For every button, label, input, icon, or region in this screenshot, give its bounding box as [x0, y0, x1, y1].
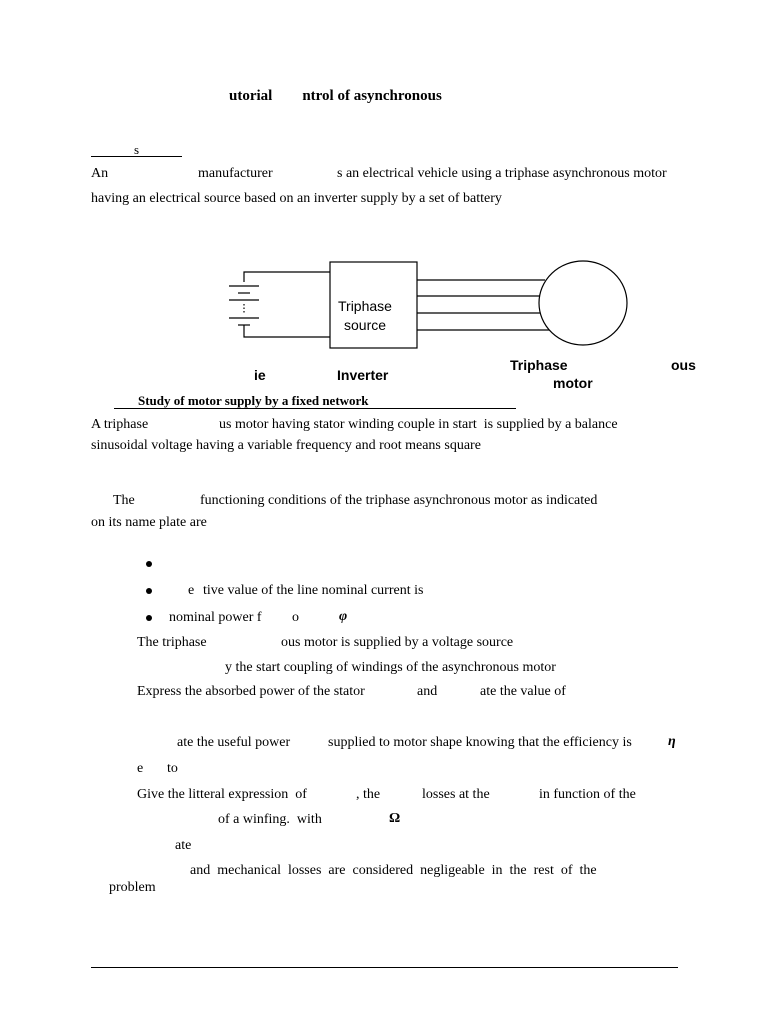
q9-continuation: problem — [109, 880, 156, 895]
q1-b: ous motor is supplied by a voltage source — [281, 635, 514, 650]
q3-b: and — [417, 684, 438, 699]
q4-eta: η — [668, 734, 676, 749]
q5-b: to — [167, 761, 178, 776]
motor-label-line2: motor — [553, 375, 593, 391]
s2-p1-a-triphase: A triphase — [91, 417, 149, 432]
battery-label: ie — [254, 367, 266, 383]
s2-p1-line2: sinusoidal voltage having a variable frequency and root means square — [91, 438, 481, 453]
q3-a: Express the absorbed power of the stator — [137, 684, 365, 699]
section-2-heading-underline — [114, 408, 516, 409]
list-item-3-phi: φ — [339, 609, 348, 624]
q6-d: in function of the — [539, 787, 636, 802]
q8: ate — [175, 838, 192, 853]
section-1-heading: s — [134, 142, 140, 157]
list-item-2-text: tive value of the line nominal current is — [203, 583, 424, 598]
q4-b: supplied to motor shape knowing that the efficiency is — [328, 735, 632, 750]
inverter-label: Inverter — [337, 367, 389, 383]
q6-b: , the — [356, 787, 381, 802]
motor-label-line1: Triphase — [510, 357, 568, 373]
intro-text-an: An — [91, 166, 109, 181]
q7-omega: Ω — [389, 811, 401, 826]
s2-p2-line1: functioning conditions of the triphase asynchronous motor as indicated — [200, 493, 598, 508]
q9: and mechanical losses are considered negligeable in the rest of the — [190, 863, 597, 878]
list-bullet-1 — [146, 561, 152, 567]
q1-a: The triphase — [137, 635, 207, 650]
q4-a: ate the useful power — [177, 735, 291, 750]
q6-c: losses at the — [422, 787, 490, 802]
q5-a: e — [137, 761, 144, 776]
battery-bottom-wire — [244, 325, 330, 337]
source-label-line1: Triphase — [338, 298, 392, 314]
intro-text-line1: s an electrical vehicle using a triphase asynchronous motor — [337, 166, 667, 181]
list-item-3-o: o — [292, 610, 299, 625]
q2: y the start coupling of windings of the asynchronous motor — [225, 660, 556, 675]
q7-a: of a winfing. with — [218, 812, 322, 827]
intro-text-line2: having an electrical source based on an inverter supply by a set of battery — [91, 191, 502, 206]
footer-rule — [91, 967, 678, 968]
page-title: utorial ntrol of asynchronous — [229, 88, 442, 104]
list-bullet-3 — [146, 615, 152, 621]
q3-c: ate the value of — [480, 684, 566, 699]
intro-text-manufacturer: manufacturer — [198, 166, 273, 181]
battery-top-wire — [244, 272, 330, 282]
motor-circle — [539, 261, 627, 345]
s2-p2-the: The — [113, 493, 135, 508]
list-item-3-text: nominal power f — [169, 610, 262, 625]
list-item-2-e: e — [188, 583, 195, 598]
source-label-line2: source — [344, 317, 387, 333]
list-bullet-2 — [146, 588, 152, 594]
s2-p2-line2: on its name plate are — [91, 515, 207, 530]
s2-p1-line1: us motor having stator winding couple in start is supplied by a balance — [219, 417, 618, 432]
q6-a: Give the litteral expression of — [137, 787, 307, 802]
motor-label-ous: ous — [671, 357, 696, 373]
section-2-heading: Study of motor supply by a fixed network — [138, 393, 369, 408]
